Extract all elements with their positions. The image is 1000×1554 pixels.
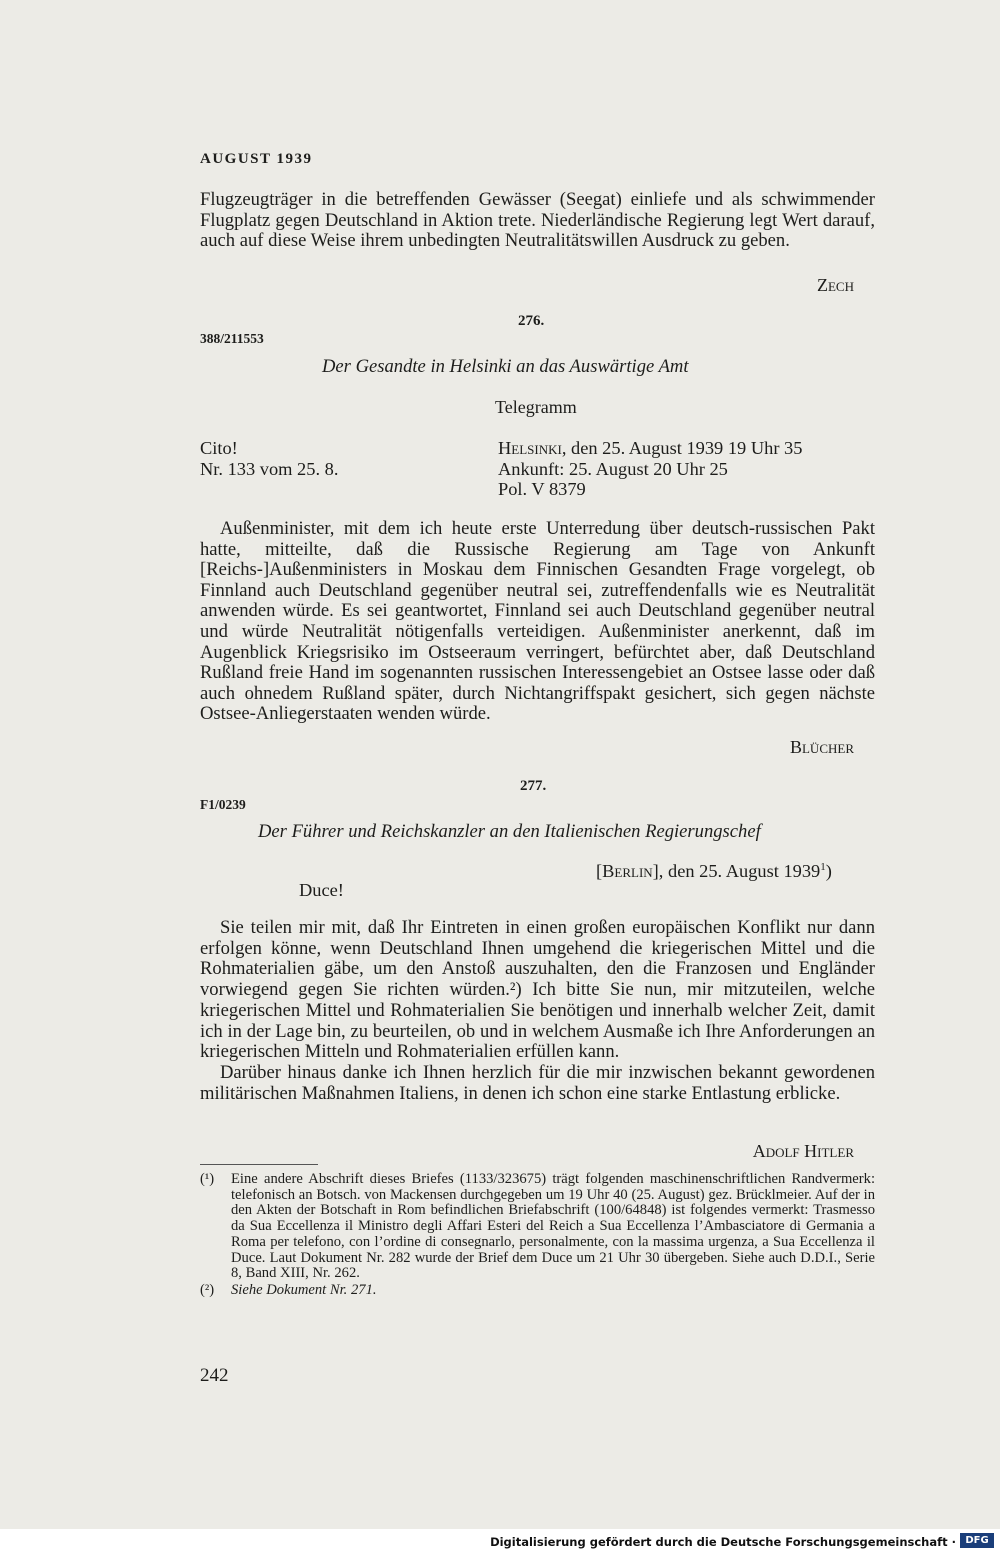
- doc276-body: Außenminister, mit dem ich heute erste Unterredung über deutsch-russischen Pakt hatte, mitteilte, daß die Russische Regierung am Tage von Ankunft [Reichs-]Außenministers in Moskau dem Finnischen Gesandten Frage vorgelegt, ob Finnland auch Deutschland gegenüber neutral sei, zutreffendenfalls wie es Neutralität anwenden würde. Es sei geantwortet, Finnland sei auch Deutschland gegenüber neutral und würde Neutralität nötigenfalls verteidigen. Außenminister anerkennt, daß im Augenblick Kriegsrisiko im Ostseeraum verringert, befürchtet aber, daß Deutschland Rußland freie Hand im sogenannten russischen Interessengebiet an Ostsee lasse oder daß auch ohnedem Rußland später, durch Nichtangriffspakt gesichert, sich gegen nächste Ostsee-Anliegerstaaten wenden würde.: [200, 518, 875, 725]
- doc276-telegram-no: Nr. 133 vom 25. 8.: [200, 458, 339, 479]
- doc276-type: Telegramm: [495, 397, 577, 417]
- intro-paragraph: [200, 190, 875, 252]
- doc276-date-arrival: Ankunft: 25. August 20 Uhr 25: [498, 458, 728, 479]
- intro-text: Flugzeugträger in die betreffenden Gewässer (Seegat) einliefe und als schwimmender Flugplatz gegen Deutschland in Aktion trete. Niederländische Regierung legt Wert darauf, auch auf diese Weise ihrem unbedingten Neutralitätswillen Ausdruck zu geben.: [200, 189, 875, 252]
- digitization-footer: [0, 1529, 1000, 1554]
- doc277-file-ref: F1/0239: [200, 797, 246, 812]
- doc277-place: [Berlin]: [596, 861, 659, 882]
- footer-credit: Digitalisierung gefördert durch die Deutsche Forschungsgemeinschaft ·: [490, 1535, 956, 1549]
- dfg-logo-icon: DFG: [960, 1533, 994, 1548]
- footnote-divider: [200, 1164, 318, 1165]
- doc276-file-ref: 388/211553: [200, 331, 264, 346]
- doc277-paragraph-1: Sie teilen mir mit, daß Ihr Eintreten in einen großen europäischen Konflikt nur dann erfolgen könne, wenn Deutschland Ihnen umgehend die kriegerischen Mittel und die Rohmaterialien gäbe, um den Anstoß auszuhalten, den die Franzosen und Engländer vorwiegend gegen Sie richten würden.²) Ich bitte Sie nun, mir mitzuteilen, welche kriegerischen Mittel und Rohmaterialien Sie benötigen und innerhalb welcher Zeit, damit ich in der Lage bin, zu beurteilen, ob und in welchem Ausmaße ich Ihre Anforderungen an kriegerischen Mitteln und Rohmaterialien erfüllen kann.: [200, 917, 875, 1063]
- doc277-paragraph-2: Darüber hinaus danke ich Ihnen herzlich für die mir inzwischen bekannt gewordenen militärischen Maßnahmen Italiens, in denen ich schon eine starke Entlastung erblicke.: [200, 1061, 875, 1104]
- doc277-salutation: Duce!: [299, 880, 344, 900]
- doc277-date: , den 25. August 1939: [658, 861, 821, 882]
- doc276-signature: Blücher: [789, 737, 854, 757]
- intro-signature: Zech: [817, 275, 854, 295]
- footnotes: [200, 1172, 875, 1299]
- doc276-place: Helsinki: [498, 438, 562, 458]
- footnote-1-marker: (¹): [200, 1171, 215, 1187]
- page-number: 242: [200, 1365, 229, 1386]
- doc277-number: 277.: [520, 778, 547, 794]
- doc276-cito: Cito!: [200, 438, 238, 458]
- footnote-1: [200, 1172, 875, 1282]
- footnote-2-marker: (²): [200, 1281, 215, 1298]
- doc276-left-meta: [200, 438, 338, 479]
- footnote-2-text: Siehe Dokument Nr. 271.: [231, 1281, 377, 1298]
- footnote-1-text: Eine andere Abschrift dieses Briefes (1133/323675) trägt folgenden maschinenschriftlichen Randvermerk: telefonisch an Botsch. von Mackensen durchgegeben um 19 Uhr 40 (25. August) gez. Brücklmeier. Auf der in den Akten der Botschaft in Rom befindlichen Briefabschrift (100/64848) ist folgendes vermerkt: Trasmesso da Sua Eccellenza il Ministro degli Affari Esteri del Reich a Sua Eccellenza l’Ambasciatore di Germania a Roma per telefono, con l’ordine di consegnarlo, personalmente, con la massima urgenza, a Sua Eccellenza il Duce. Laut Dokument Nr. 282 wurde der Brief dem Duce um 21 Uhr 30 übergeben. Siehe auch D.D.I., Serie 8, Band XIII, Nr. 262.: [231, 1171, 875, 1282]
- footnote-2: [200, 1283, 875, 1299]
- running-header: AUGUST 1939: [200, 151, 313, 167]
- doc276-number: 276.: [518, 313, 545, 329]
- doc277-title: Der Führer und Reichskanzler an den Italienischen Regierungschef: [258, 821, 761, 842]
- doc276-title: Der Gesandte in Helsinki an das Auswärtige Amt: [322, 356, 689, 377]
- doc277-body: [200, 918, 875, 1104]
- doc276-date-sent: , den 25. August 1939 19 Uhr 35: [561, 438, 803, 458]
- doc277-date-note: 1: [820, 861, 826, 873]
- doc277-dateline: [Berlin], den 25. August 1939$^1$): [596, 861, 832, 882]
- doc276-dateline: [498, 438, 802, 500]
- doc276-pol-ref: Pol. V 8379: [498, 479, 586, 499]
- doc277-signature: Adolf Hitler: [752, 1141, 854, 1161]
